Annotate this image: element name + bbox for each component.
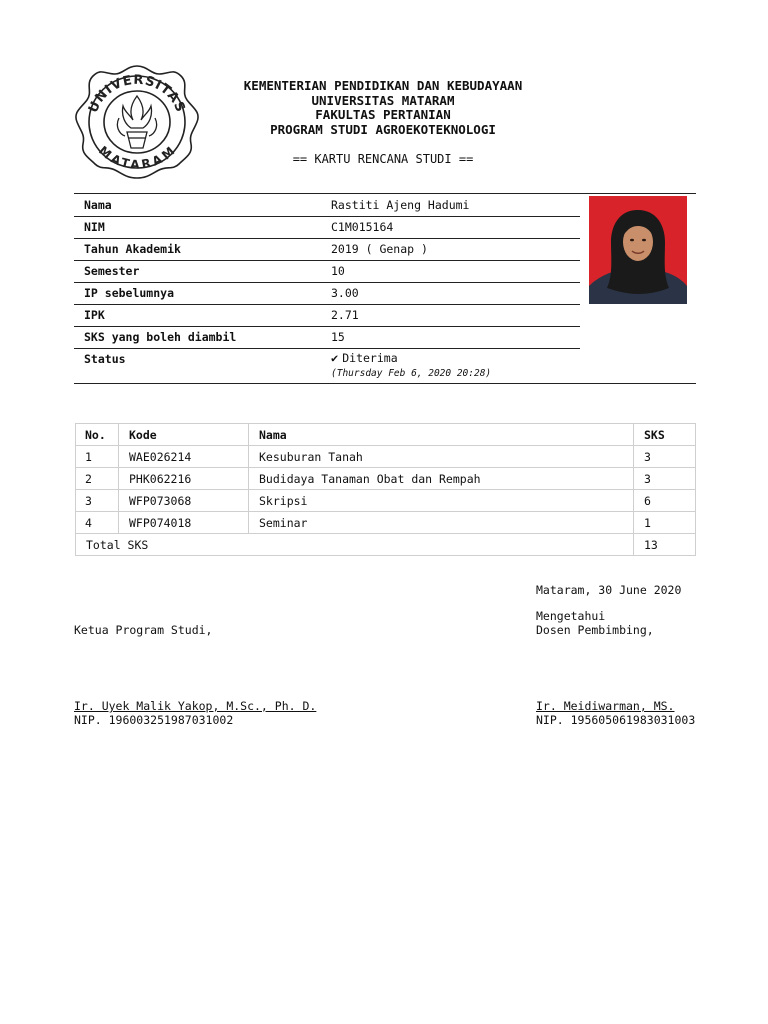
cell-kode: WFP073068 xyxy=(119,490,249,512)
svg-text:MATARAM: MATARAM xyxy=(96,143,178,172)
advisor-signature xyxy=(536,699,695,727)
program-head-role: Ketua Program Studi, xyxy=(74,623,213,637)
program-name: PROGRAM STUDI AGROEKOTEKNOLOGI xyxy=(270,121,496,137)
advisor-role: Dosen Pembimbing, xyxy=(536,623,654,637)
info-row-status xyxy=(74,348,580,384)
table-total-row xyxy=(76,534,696,556)
cell-kode: WFP074018 xyxy=(119,512,249,534)
table-row xyxy=(76,512,696,534)
cell-no: 4 xyxy=(76,512,119,534)
place-date: Mataram, 30 June 2020 xyxy=(536,583,682,597)
cell-sks: 3 xyxy=(634,468,696,490)
ministry-name: KEMENTERIAN PENDIDIKAN DAN KEBUDAYAAN xyxy=(243,78,523,93)
cell-kode: PHK062216 xyxy=(119,468,249,490)
info-row-sks-allowed xyxy=(74,326,580,349)
info-value: 10 xyxy=(331,264,345,278)
advisor-nip: NIP. 195605061983031003 xyxy=(536,713,696,727)
table-row xyxy=(76,490,696,512)
info-label: NIM xyxy=(84,220,105,234)
cell-sks: 1 xyxy=(634,512,696,534)
student-portrait-icon xyxy=(589,196,687,304)
acknowledged-label: Mengetahui xyxy=(536,609,606,623)
info-value: 3.00 xyxy=(331,286,359,300)
info-row-tahun-akademik xyxy=(74,238,580,261)
program-head-nip: NIP. 196003251987031002 xyxy=(74,713,234,727)
info-label: Status xyxy=(84,352,126,366)
info-value: 15 xyxy=(331,330,345,344)
info-label: Nama xyxy=(84,198,112,212)
info-row-ipk xyxy=(74,304,580,327)
table-header-row xyxy=(76,424,696,446)
logo-seal-icon xyxy=(73,62,201,180)
institution-header xyxy=(200,79,566,137)
cell-no: 3 xyxy=(76,490,119,512)
total-label: Total SKS xyxy=(76,534,634,556)
status-text: Diterima xyxy=(342,351,398,365)
col-header-sks: SKS xyxy=(634,424,696,446)
col-header-no: No. xyxy=(76,424,119,446)
table-row xyxy=(76,446,696,468)
info-label: IP sebelumnya xyxy=(84,286,175,300)
info-label: Semester xyxy=(84,264,140,278)
info-value: Rastiti Ajeng Hadumi xyxy=(331,198,470,212)
info-value: 2019 ( Genap ) xyxy=(331,242,428,256)
info-row-nama xyxy=(74,194,580,217)
status-timestamp: (Thursday Feb 6, 2020 20:28) xyxy=(331,368,492,379)
program-head-signature xyxy=(74,699,316,727)
info-label: Tahun Akademik xyxy=(84,242,181,256)
cell-no: 2 xyxy=(76,468,119,490)
program-head-name: Ir. Uyek Malik Yakop, M.Sc., Ph. D. xyxy=(74,699,317,713)
status-value xyxy=(331,351,398,365)
cell-no: 1 xyxy=(76,446,119,468)
info-row-ip-sebelumnya xyxy=(74,282,580,305)
course-table xyxy=(75,423,696,556)
cell-nama: Skripsi xyxy=(249,490,634,512)
document-title: == KARTU RENCANA STUDI == xyxy=(292,152,474,166)
cell-sks: 3 xyxy=(634,446,696,468)
student-photo xyxy=(589,196,687,304)
cell-sks: 6 xyxy=(634,490,696,512)
svg-text:UNIVERSITAS: UNIVERSITAS xyxy=(85,72,189,116)
info-value: 2.71 xyxy=(331,308,359,322)
col-header-nama: Nama xyxy=(249,424,634,446)
cell-nama: Budidaya Tanaman Obat dan Rempah xyxy=(249,468,634,490)
check-icon: ✔ xyxy=(331,351,339,365)
info-bottom-divider xyxy=(74,383,696,384)
university-name: UNIVERSITAS MATARAM xyxy=(311,92,455,108)
university-logo xyxy=(73,62,201,180)
info-value: C1M015164 xyxy=(331,220,394,234)
info-label: IPK xyxy=(84,308,105,322)
info-row-semester xyxy=(74,260,580,283)
col-header-kode: Kode xyxy=(119,424,249,446)
table-row xyxy=(76,468,696,490)
total-value: 13 xyxy=(634,534,696,556)
info-label: SKS yang boleh diambil xyxy=(84,330,237,344)
cell-nama: Seminar xyxy=(249,512,634,534)
info-row-nim xyxy=(74,216,580,239)
cell-nama: Kesuburan Tanah xyxy=(249,446,634,468)
cell-kode: WAE026214 xyxy=(119,446,249,468)
faculty-name: FAKULTAS PERTANIAN xyxy=(315,107,451,123)
advisor-name: Ir. Meidiwarman, MS. xyxy=(536,699,675,713)
